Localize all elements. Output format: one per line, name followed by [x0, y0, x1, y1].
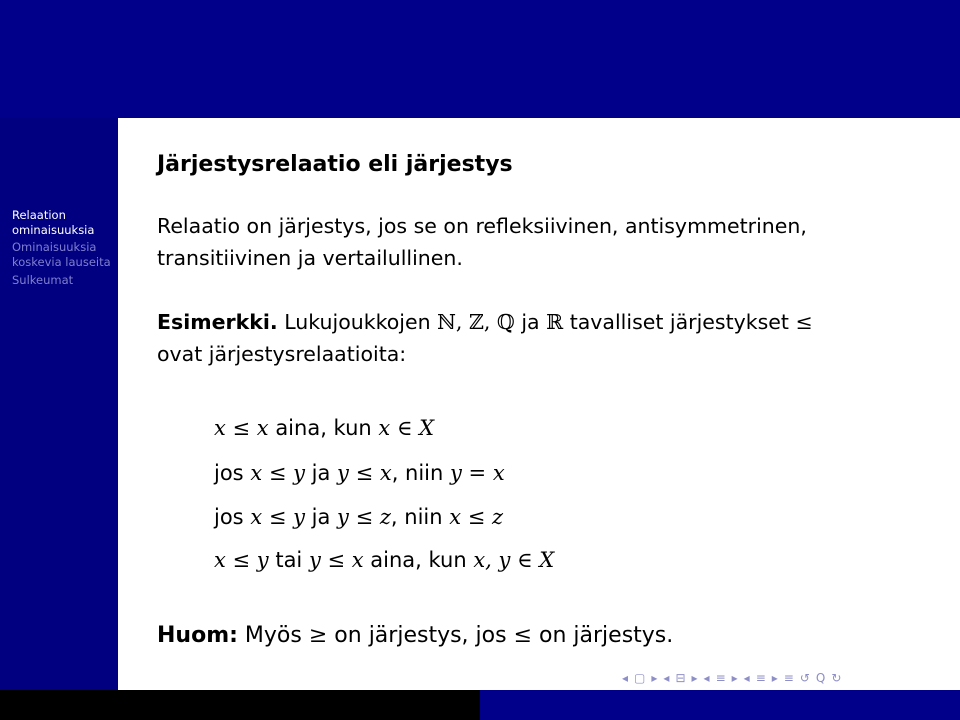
sidebar-item-sulkeumat[interactable] — [12, 273, 73, 288]
forward-icon[interactable]: ↻ — [831, 671, 842, 685]
property-text: jos — [214, 505, 251, 529]
definition-paragraph — [157, 210, 807, 274]
slide-icon[interactable]: ▢ — [634, 671, 646, 685]
frame-icon[interactable]: ⊟ — [675, 671, 686, 685]
math-expr: y = x — [450, 461, 505, 485]
sidebar-item-label: Relaation — [12, 208, 66, 222]
property-text: , niin — [391, 461, 451, 485]
sidebar-item-label: Ominaisuuksia — [12, 240, 97, 254]
prev-section-icon[interactable]: ◂ — [743, 671, 750, 685]
search-icon[interactable]: Q — [815, 671, 826, 685]
footer-left-block — [0, 690, 480, 720]
real-numbers-set: ℝ — [546, 310, 564, 334]
example-label: Esimerkki. — [157, 310, 278, 334]
math-expr: x, y ∈ X — [473, 548, 555, 572]
math-expr: y ≤ x — [308, 548, 364, 572]
property-text: jos — [214, 461, 251, 485]
property-transitive — [214, 505, 503, 529]
definition-line: Relaatio on järjestys, jos se on refleksiivinen, antisymmetrinen, — [157, 214, 807, 238]
math-expr: x ≤ y — [250, 461, 305, 485]
sidebar-item-label: koskevia lauseita — [12, 255, 111, 269]
beamer-navigation-controls — [620, 668, 843, 688]
math-expr: x ≤ z — [449, 505, 504, 529]
footer-right-block — [480, 690, 960, 720]
sidebar-item-label: Sulkeumat — [12, 273, 74, 287]
property-text: ja — [304, 505, 338, 529]
example-text: ja — [521, 310, 540, 334]
next-subsection-icon[interactable]: ▸ — [731, 671, 738, 685]
note-text: on järjestys, jos — [334, 623, 507, 648]
math-expr: y ≤ x — [337, 461, 392, 485]
math-expr: y ≤ z — [337, 505, 391, 529]
math-expr: x ≤ y — [214, 548, 269, 572]
note-label: Huom: — [157, 623, 238, 648]
math-expr: x ≤ y — [250, 505, 305, 529]
definition-line: transitiivinen ja vertailullinen. — [157, 246, 463, 270]
ge-symbol: ≥ — [308, 623, 328, 648]
example-line — [157, 306, 813, 338]
sidebar-item-ominaisuuksia-koskevia-lauseita[interactable] — [12, 240, 111, 270]
frame-title: Järjestysrelaatio eli järjestys — [157, 152, 513, 177]
next-frame-icon[interactable]: ▸ — [691, 671, 698, 685]
relation-symbol: ≤ — [795, 310, 813, 334]
example-line: ovat järjestysrelaatioita: — [157, 342, 407, 366]
subsection-icon[interactable]: ≡ — [715, 671, 726, 685]
le-symbol: ≤ — [513, 623, 533, 648]
next-slide-icon[interactable]: ▸ — [651, 671, 658, 685]
section-icon[interactable]: ≡ — [755, 671, 766, 685]
prev-frame-icon[interactable]: ◂ — [663, 671, 670, 685]
property-total — [214, 548, 554, 572]
back-icon[interactable]: ↺ — [799, 671, 810, 685]
property-text: ja — [304, 461, 338, 485]
note-line — [157, 620, 673, 652]
example-paragraph — [157, 306, 813, 370]
sidebar — [0, 118, 118, 690]
top-header-bar — [0, 0, 960, 118]
sidebar-item-label: ominaisuuksia — [12, 223, 95, 237]
note-text: Myös — [244, 623, 302, 648]
document-icon[interactable]: ≡ — [783, 671, 794, 685]
bottom-footer-bar — [0, 690, 960, 720]
property-text: aina, kun — [268, 416, 379, 440]
prev-subsection-icon[interactable]: ◂ — [703, 671, 710, 685]
example-text: tavalliset järjestykset — [569, 310, 789, 334]
number-sets: ℕ, ℤ, ℚ — [437, 310, 515, 334]
property-reflexive — [214, 416, 434, 440]
property-text: tai — [268, 548, 309, 572]
prev-slide-icon[interactable]: ◂ — [622, 671, 629, 685]
property-text: , niin — [390, 505, 450, 529]
next-section-icon[interactable]: ▸ — [771, 671, 778, 685]
sidebar-item-relaation-ominaisuuksia[interactable] — [12, 208, 94, 238]
example-text: Lukujoukkojen — [284, 310, 431, 334]
property-antisymmetric — [214, 461, 505, 485]
property-text: aina, kun — [363, 548, 474, 572]
note-text: on järjestys. — [539, 623, 674, 648]
note-paragraph — [157, 620, 673, 652]
math-expr: x ≤ x — [214, 416, 269, 440]
math-expr: x ∈ X — [378, 416, 435, 440]
